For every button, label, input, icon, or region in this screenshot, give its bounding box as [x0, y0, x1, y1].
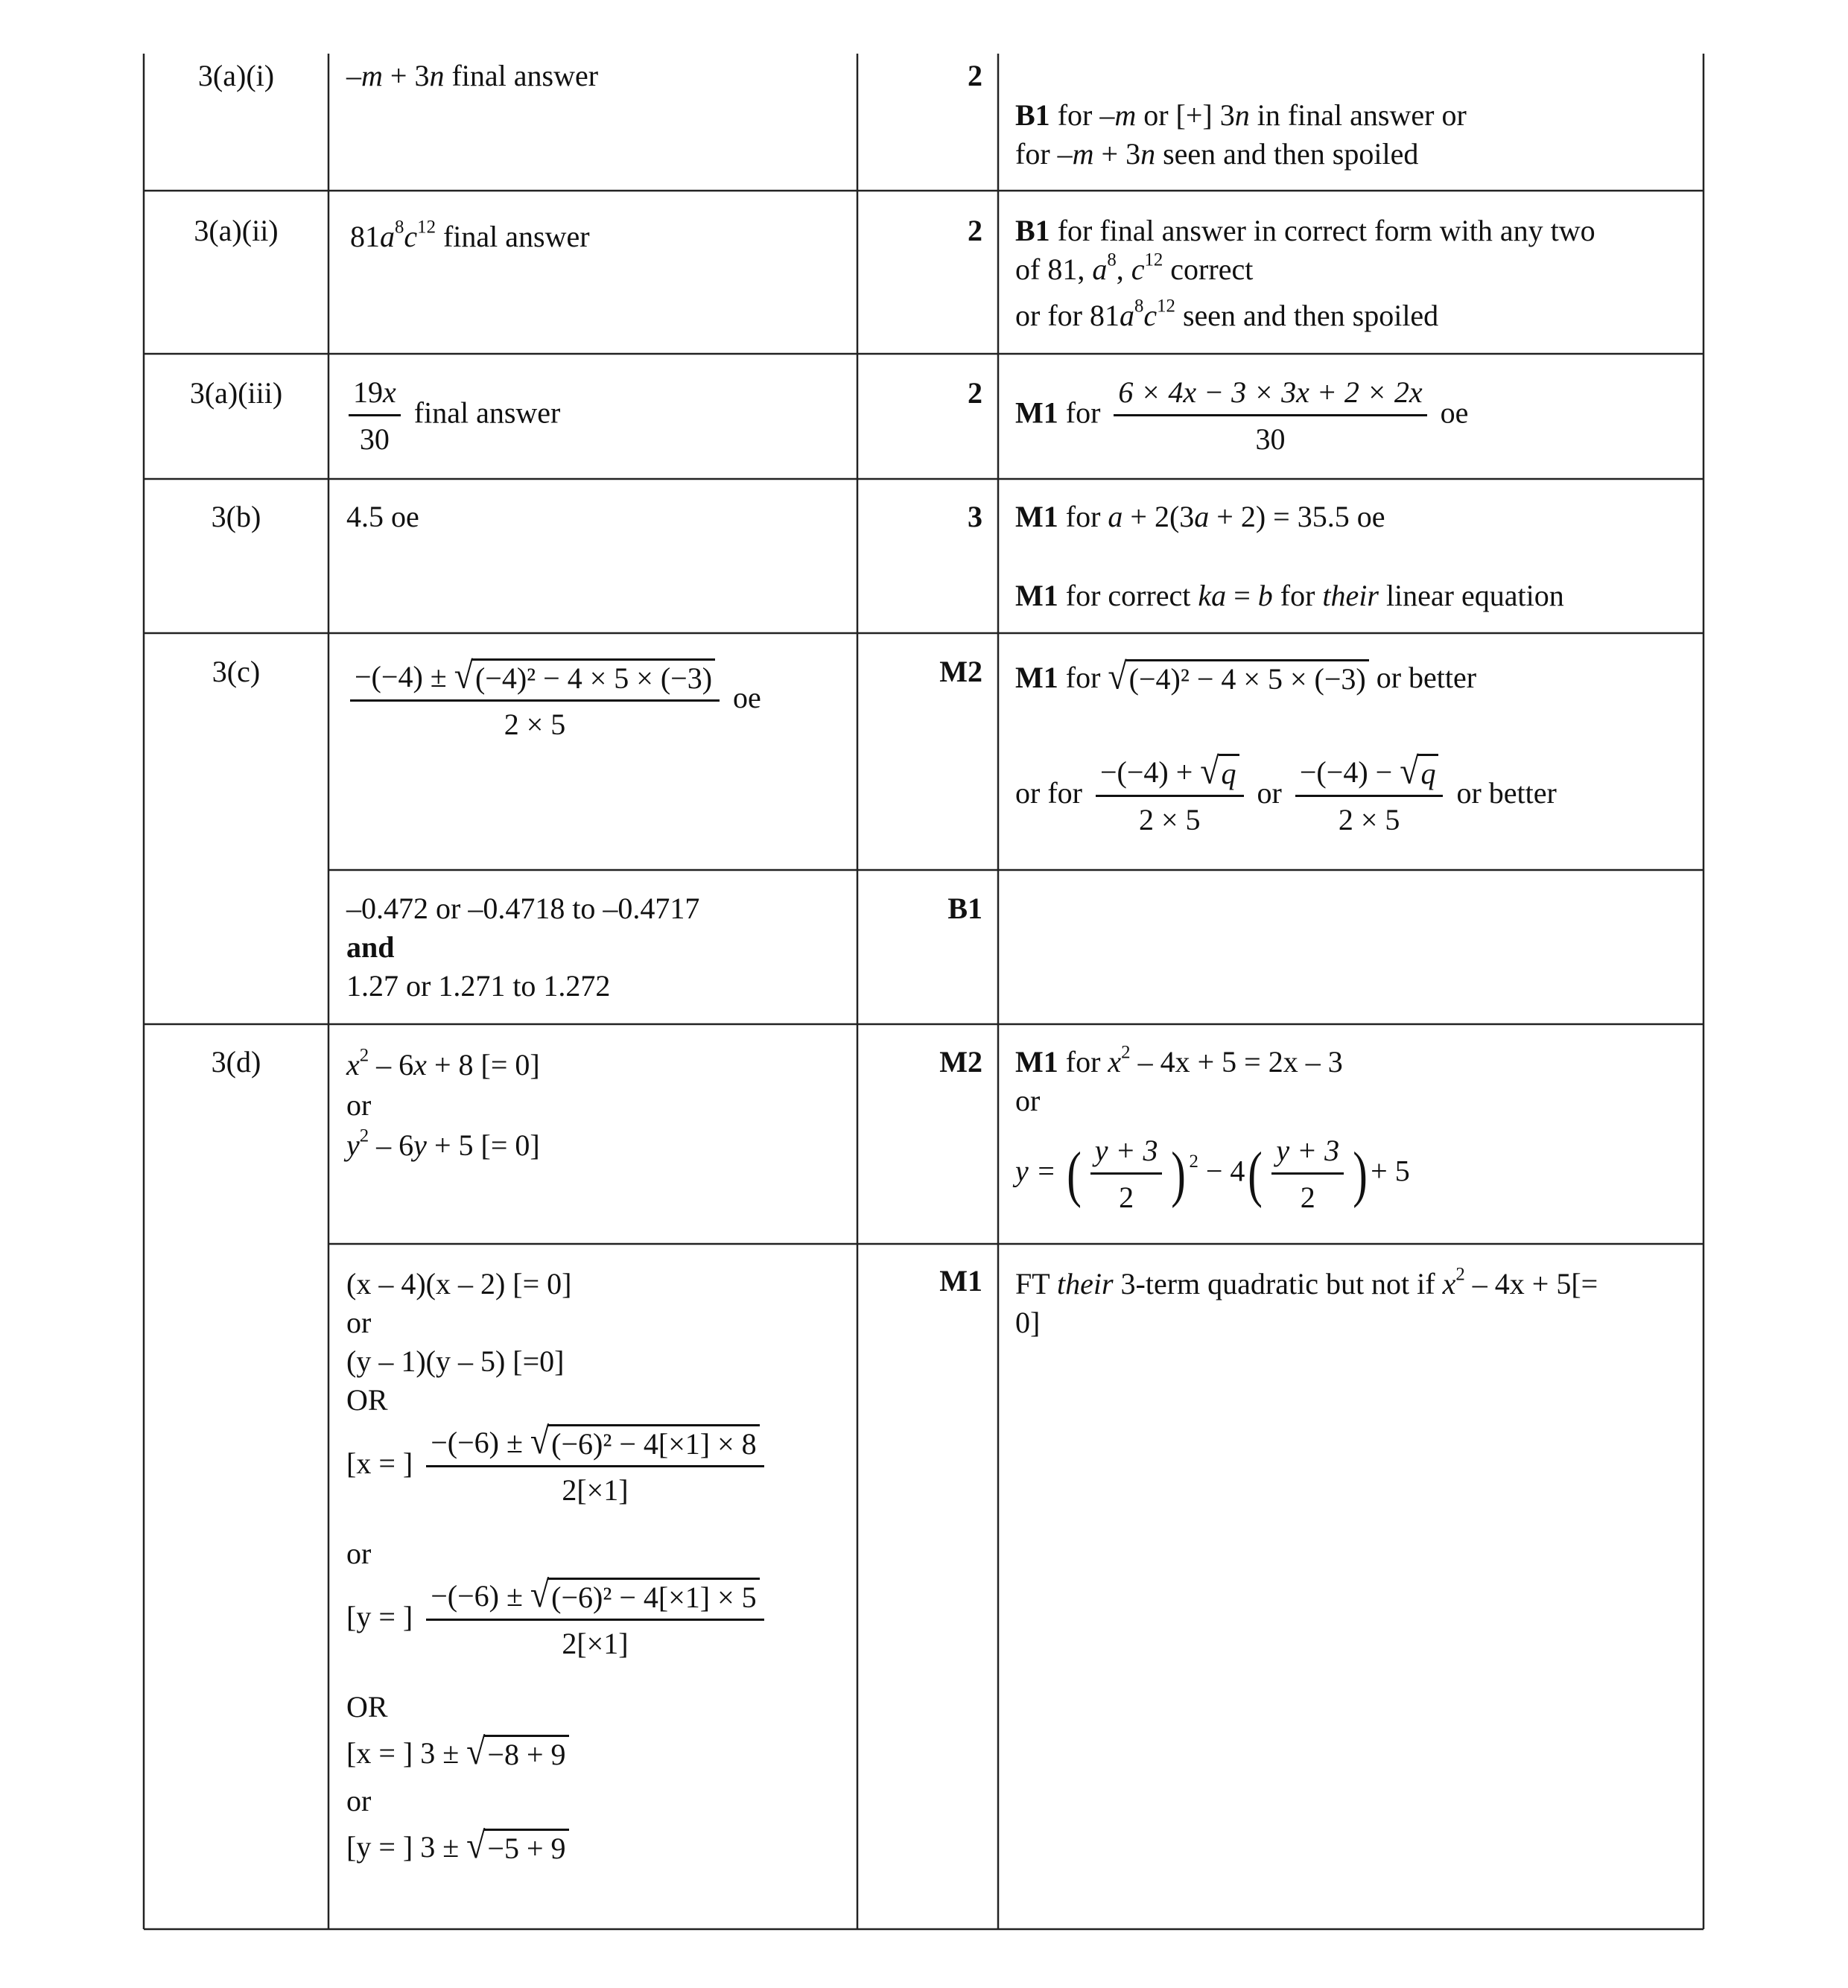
answer-3c-values-line2: and	[346, 930, 395, 964]
answer-3d-factorised-y: (y – 1)(y – 5) [=0]	[346, 1344, 565, 1378]
mark-3aiii: 2	[968, 376, 982, 410]
answer-3aiii: $\frac{19x}{30}$ final answer	[343, 374, 560, 458]
fraction-minus-root-q: −(−4) − √ q 2 × 5	[1295, 754, 1444, 839]
notes-3d-ft-line2: 0]	[1015, 1306, 1041, 1339]
notes-3d-ft-line1: FT their 3-term quadratic but not if $x^2 - 4x + 5[=$	[1015, 1264, 1598, 1301]
notes-3aiii: M1 for $\frac{6 \times 4x - 3 \times 3x + 2 \times 2x}{30}$ oe	[1015, 374, 1468, 458]
answer-3c-formula: −(−4) ± √ (−4)² − 4 × 5 × (−3) 2 × 5 oe	[344, 658, 761, 743]
notes-3c-line2: or for −(−4) + √ q 2 × 5 or −(−4) − √ q 2 × 5 or better	[1015, 754, 1557, 839]
part-label-3c: 3(c)	[212, 655, 261, 688]
part-label-3d: 3(d)	[211, 1045, 261, 1079]
fraction-y-plus-3-over-2: $\frac{y + 3}{2}$	[1271, 1132, 1344, 1216]
answer-3d-or-1: or	[346, 1306, 372, 1339]
answer-3ai: –m + 3n final answer	[346, 59, 599, 92]
part-label-3aii: 3(a)(ii)	[194, 214, 279, 247]
square-root-sign: √ (−4)² − 4 × 5 × (−3)	[454, 658, 715, 696]
answer-3d-formula-y: [y = ] −(−6) ± √ (−6)² − 4[×1] × 5 2[×1]	[346, 1578, 770, 1663]
square-root-sign: √ (−4)² − 4 × 5 × (−3)	[1108, 659, 1368, 697]
mark-3c-accuracy: B1	[947, 892, 982, 925]
fraction-plus-root-q: −(−4) + √ q 2 × 5	[1096, 754, 1244, 839]
quadratic-formula-y: −(−6) ± √ (−6)² − 4[×1] × 5 2[×1]	[426, 1578, 763, 1663]
notes-3b-line2: M1 for correct ka = b for their linear equation	[1015, 579, 1564, 612]
answer-3d-OR-2: OR	[346, 1690, 388, 1724]
mark-3d-method: M2	[939, 1045, 982, 1079]
mark-3d-factorise: M1	[939, 1264, 982, 1298]
mark-3c-method: M2	[939, 655, 982, 688]
notes-3d-line1: M1 for $x^2 - 4x + 5 = 2x - 3$	[1015, 1042, 1343, 1079]
answer-3c-values-line3: 1.27 or 1.271 to 1.272	[346, 969, 611, 1003]
answer-3d-or-2: or	[346, 1537, 372, 1570]
mark-3ai: 2	[968, 59, 982, 92]
notes-3d-line3: y = ( $\frac{y + 3}{2}$ ) $^2$ − 4( $\frac{y + 3}{2}$ ) + 5	[1015, 1132, 1410, 1216]
answer-3d-factorised-x: (x – 4)(x – 2) [= 0]	[346, 1267, 572, 1301]
answer-3d-formula-x: [x = ] −(−6) ± √ (−6)² − 4[×1] × 8 2[×1]	[346, 1424, 770, 1509]
fraction-combined-numerator: $\frac{6 \times 4x - 3 \times 3x + 2 \times 2x}{30}$	[1114, 374, 1426, 458]
part-label-3aiii: 3(a)(iii)	[189, 376, 283, 410]
answer-3d-line2: or	[346, 1088, 372, 1122]
answer-3d-line3: $y^2 - 6y + 5$ [= 0]	[346, 1125, 540, 1162]
notes-3aii-line2: of 81, $a^8$, $c^{12}$ correct	[1015, 250, 1254, 286]
notes-3d-line2: or	[1015, 1084, 1041, 1117]
notes-3c-line1: M1 for √ (−4)² − 4 × 5 × (−3) or better	[1015, 655, 1477, 697]
answer-3d-complete-square-y: [y = ] 3 ± √ −5 + 9	[346, 1828, 569, 1867]
mark-3aii: 2	[968, 214, 982, 247]
mark-3b: 3	[968, 500, 982, 533]
notes-3aii-line1: B1 for final answer in correct form with any two	[1015, 214, 1595, 247]
answer-3b: 4.5 oe	[346, 500, 419, 533]
answer-3d-OR-1: OR	[346, 1383, 388, 1417]
answer-3d-complete-square-x: [x = ] 3 ± √ −8 + 9	[346, 1734, 569, 1773]
answer-3d-line1: $x^2 - 6x + 8$ [= 0]	[346, 1045, 540, 1082]
notes-3aii-line3: or for $81a^8c^{12}$ seen and then spoiled	[1015, 296, 1439, 332]
notes-3b-line1: M1 for a + 2(3a + 2) = 35.5 oe	[1015, 500, 1385, 533]
part-label-3b: 3(b)	[211, 500, 261, 533]
fraction-y-plus-3-over-2: $\frac{y + 3}{2}$	[1090, 1132, 1163, 1216]
part-label-3ai: 3(a)(i)	[197, 59, 275, 92]
answer-3aii: $81a^8c^{12}$ final answer	[350, 217, 590, 253]
notes-3ai-line2: for –m + 3n seen and then spoiled	[1015, 137, 1419, 171]
quadratic-formula-fraction: −(−4) ± √ (−4)² − 4 × 5 × (−3) 2 × 5	[350, 658, 720, 743]
quadratic-formula-x: −(−6) ± √ (−6)² − 4[×1] × 8 2[×1]	[426, 1424, 763, 1509]
answer-3c-values-line1: –0.472 or –0.4718 to –0.4717	[346, 892, 700, 925]
notes-3ai-line1: B1 for –m or [+] 3n in final answer or	[1015, 98, 1467, 132]
answer-3d-or-3: or	[346, 1784, 372, 1817]
fraction-19x-over-30: $\frac{19x}{30}$	[349, 374, 401, 458]
